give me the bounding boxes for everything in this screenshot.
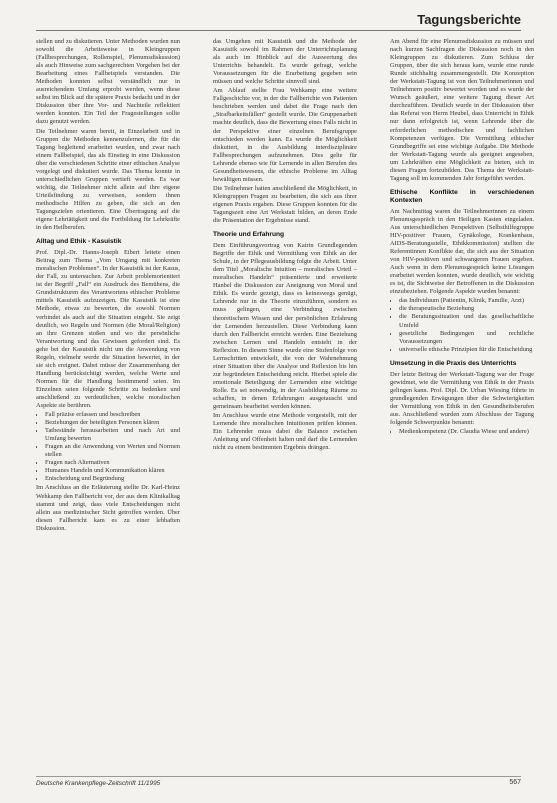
list-item: • das Individuum (Patientin, Klinik, Familie, Arzt) [399, 297, 534, 305]
subheading: Alltag und Ethik - Kasuistik [36, 238, 122, 246]
header-rule [36, 30, 521, 31]
list-item: • die Beratungssituation und das gesellschaftliche Umfeld [399, 313, 534, 329]
list-item: • Entscheidung und Begründung [45, 475, 180, 483]
paragraph: Dem Einführungsvortrag von Katrin Grundlegenden Begriffe der Ethik und Vermittlung von Ethik an der Schule, in der Pflegeausbildung folgte die Arbeit. Unter dem Titel „Moralische Intuition – moralisches Urteil – moralisches Handeln“ präsentierte und erweiterte Hanbel die Diskussion zur Aneignung von Moral und Ethik. Es wurde gezeigt, dass es keineswegs genügt, Lehrende nur in die Theorie einzuführen, sondern es muss gelingen, eine Verbindung zwischen theoretischem Wissen und der persönlichen Erfahrung der Lernenden herzustellen. Diese Verbindung kann durch den Fallbericht erreicht werden. Eine Beziehung zwischen Lernen und Handeln entsteht in der Reflexion. In diesem Sinne wurde eine Stufenfolge von Lernschritten entwickelt, die von der Wahrnehmung einer Situation über die Analyse und Reflexion bis hin zur begründeten Entscheidung reicht. Hierbei spiele die emotionale Beteiligung der Lernenden eine wichtige Rolle. Es sei notwendig, in der Ausbildung Räume zu schaffen, in denen Erfahrungen ausgetauscht und gemeinsam bearbeitet werden können. [213, 242, 357, 411]
paragraph: Im Anschluss an die Erläuterung stellte Dr. Karl-Heinz Wehkamp den Fallbericht vor, der aus dem Klinikalltag stammt und zeigt, dass viele Entscheidungen nicht allein aus medizinischer Sicht getroffen werden. Über diesen Fallbericht kam es zu einer lebhaften Diskussion. [36, 484, 180, 532]
list-item: • Beziehungen der beteiligten Personen klären [45, 419, 180, 427]
footer-rule [36, 776, 521, 777]
paragraph: Die Teilnehmer waren bereit, in Einzelarbeit und in Gruppen die Methoden kennenzulernen, die für die Tagung begleitend erarbeitet wurden, und zwar nach einem Fallbeispiel, das als Einstieg in eine Diskussion über die verschiedenen Schritte einer ethischen Analyse vorgelegt und diskutiert wurde. Das Thema konnte in unterschiedlichen Gruppen vertieft werden. Es war wichtig, die Teilnehmer nicht allein auf ihre eigene Urteilsfindung zu verweisen, sondern ihnen methodische Hilfen zu geben, die sich an den Tagungszielen orientieren. Eine Übertragung auf die eigene Lehrtätigkeit und die Fortbildung für Lehrkräfte in den Heilberufen. [36, 127, 180, 232]
list-item: • Medienkompetenz (Dr. Claudia Wiese und andere) [399, 428, 534, 436]
text-column-2 [213, 38, 357, 768]
text-column-3 [390, 38, 534, 768]
page-number: 567 [509, 779, 521, 786]
paragraph: Der letzte Beitrag der Werkstatt-Tagung war der Frage gewidmet, wie die Vermittlung von Ethik in der Praxis gelingen kann. Prof. Dipl. Dr. Urban Wiesing führte in grundlegenden Erwägungen über die Schwierigkeiten der Vermittlung von Ethik in den Gesundheitsberufen aus. Anschließend wurden zum Abschluss der Tagung folgende Schwerpunkte benannt: [390, 370, 534, 426]
paragraph: Im Anschluss wurde eine Methode vorgestellt, mit der Lernende ihre moralischen Intuitionen prüfen können. Ein Lehrender muss dabei die Balance zwischen Anleitung und Offenheit halten und darf die Lernenden nicht zu einem bestimmten Ergebnis drängen. [213, 412, 357, 452]
list-item: • die therapeutische Beziehung [399, 305, 534, 313]
list-item: • Fragen nach Alternativen [45, 459, 180, 467]
bullet-list [390, 297, 534, 353]
list-item: • Fragen an die Anwendung von Werten und Normen stellen [45, 443, 180, 459]
paragraph: Prof. Dipl.-Dr. Hanns-Joseph Eibert leitete einen Beitrag zum Thema „Vom Umgang mit konkreten moralischen Problemen“. In der Kasuistik ist der Kasus, der Fall, zu untersuchen. Zur Arbeit problemorientiert ist der Begriff „Fall“ ein Ausdruck des Bemühens, die Grundstrukturen des Verantwortens ethischer Probleme mittels Kasuistik aufzuzeigen. Die Kasuistik ist eine Methode, etwas zu bewerten, die sowohl Normen verbindet als auch auf die Situation eingeht. Sie zeigt deutlich, wo Regeln und Normen (die Moral/Religion) an ihre Grenzen stoßen und wo die persönliche Verantwortung und das Gewissen gefordert sind. Es gehe bei der Kasuistik nicht um die Anwendung von Regeln, vielmehr werde die Situation bewertet, in der sie sich ereignet. Dabei müsse der Zusammenhang der Handlung berücksichtigt werden, welche Werte und Normen für die Handlung bestimmend seien. Im Einzelnen seien folgende Schritte zu bedenken und anschließend zu verdeutlichen, welche moralischen Aspekte sie berühren. [36, 249, 180, 410]
bullet-list [36, 411, 180, 483]
paragraph: Die Teilnehmer hatten anschließend die Möglichkeit, in Kleingruppen Fragen zu bearbeiten, die sich aus ihrer eigenen Praxis ergaben. Diese Gruppen konnten für die Tagungszeit eine Art Werkstatt bilden, an deren Ende die Präsentation der Ergebnisse stand. [213, 184, 357, 225]
list-item: • Tatbestände herausarbeiten und nach Art und Umfang bewerten [45, 427, 180, 443]
journal-citation: Deutsche Krankenpflege-Zeitschrift 11/1995 [36, 780, 161, 787]
list-item: • universelle ethische Prinzipien für die Entscheidung [399, 346, 534, 354]
paragraph: stellen und zu diskutieren. Unter Methoden wurden nun sowohl die Arbeitsweise in Kleingruppen (Fallbesprechungen, Rollenspiel, Plenumsdiskussion) als auch Hinweise zum sachgerechten Vorgehen bei der Bearbeitung eines Fallbeispiels verstanden. Die Methoden konnten selbst verständlich nur in ausreichendem Umfang erprobt werden, wenn diese selbst im Blick auf die spätere Praxis bedacht und in der Diskussion über ihre Vor- und Nachteile reflektiert werden konnten. Ein Teil der Fragestellungen sollte dazu genutzt werden. [36, 38, 180, 126]
subheading: Ethische Konflikte in verschiedenen Kontexten [390, 188, 534, 204]
paragraph: Am Nachmittag waren die Teilnehmerinnen zu einem Plenumsgespräch in den Heiligen Kasten eingeladen. Aus unterschiedlichen Perspektiven (Selbsthilfegruppe HIV-positiver Frauen, Gynäkologe, Krankenhaus, AIDS-Beratungsstelle, Ethikkommission) stellten die Referentinnen Konflikte dar, die sich aus der Situation von HIV-positiven und schwangeren Frauen ergeben. Auch wenn in dem Plenumsgespräch keine Lösungen erarbeitet werden konnten, wurde deutlich, wie wichtig es ist, die Sichtweise der Betroffenen in die Diskussion einzubeziehen. Folgende Aspekte wurden benannt: [390, 207, 534, 296]
subheading: Theorie und Erfahrung [213, 231, 285, 239]
list-item: • Fall präzise erfassen und beschreiben [45, 411, 180, 419]
list-item: • Humanes Handeln und Kommunikation klären [45, 467, 180, 475]
list-item: • gesetzliche Bedingungen und rechtliche Voraussetzungen [399, 330, 534, 346]
paragraph: das Umgehen mit Kasuistik und die Methode der Kasuistik sowohl im Rahmen der Unterrichtsplanung als auch im Hinblick auf die Auswertung des Unterrichts behandelt. Es wurde gefragt, welche Voraussetzungen für die Erarbeitung gegeben sein müssen und welche Schritte sinnvoll sind. [213, 38, 357, 86]
subheading: Umsetzung in die Praxis des Unterrichts [390, 359, 517, 367]
section-title: Tagungsberichte [417, 12, 521, 27]
paragraph: Am Abend für eine Plenumsdiskussion zu müssen und nach kurzen Sachfragen die Diskussion noch in den Kleingruppen zu diskutieren. Zum Schluss der Gruppen, über die sich heraus kam, wurde eine runde Runde stichhaltig zusammengestellt. Die Konzeption der Werkstatt-Tagung ist von den Teilnehmerinnen und Teilnehmern positiv bewertet worden und es wurde der Wunsch geäußert, eine weitere Tagung dieser Art durchzuführen. Deutlich wurde in der Diskussion über das Referat von Herrn Heubel, dass Unterricht in Ethik nur dann erfolgreich ist, wenn Lehrende über die erforderlichen methodischen und fachlichen Kompetenzen verfügen. Die Vermittlung ethischer Grundbegriffe sei eine wichtige Aufgabe. Die Methode der Werkstatt-Tagung wurde als geeignet angesehen, um Lehrkräften eine Möglichkeit zu bieten, sich in diesen Fragen fortzubilden. Das Thema der Werkstatt-Tagung soll im kommenden Jahr fortgeführt werden. [390, 38, 534, 182]
bullet-list [390, 428, 534, 436]
paragraph: Am Ablauf stellte Frau Wehkamp eine weitere Fallgeschichte vor, in der die Fallberichte von Patienten beschrieben werden und dabei die Frage nach den „Strafbarkeitsfällen“ gestellt wurde. Die Gruppenarbeit machte deutlich, dass die Bewertung eines Falls nicht in der Perspektive einer einzelnen Berufsgruppe entschieden werden kann. Es wurde die Möglichkeit diskutiert, in die Ausbildung interdisziplinäre Fallbesprechungen aufzunehmen. Dies gelte für Lehrende ebenso wie für Lernende in allen Berufen des Gesundheitswesens, die ethische Probleme im Alltag bewältigen müssen. [213, 87, 357, 183]
text-column-1 [36, 38, 180, 768]
